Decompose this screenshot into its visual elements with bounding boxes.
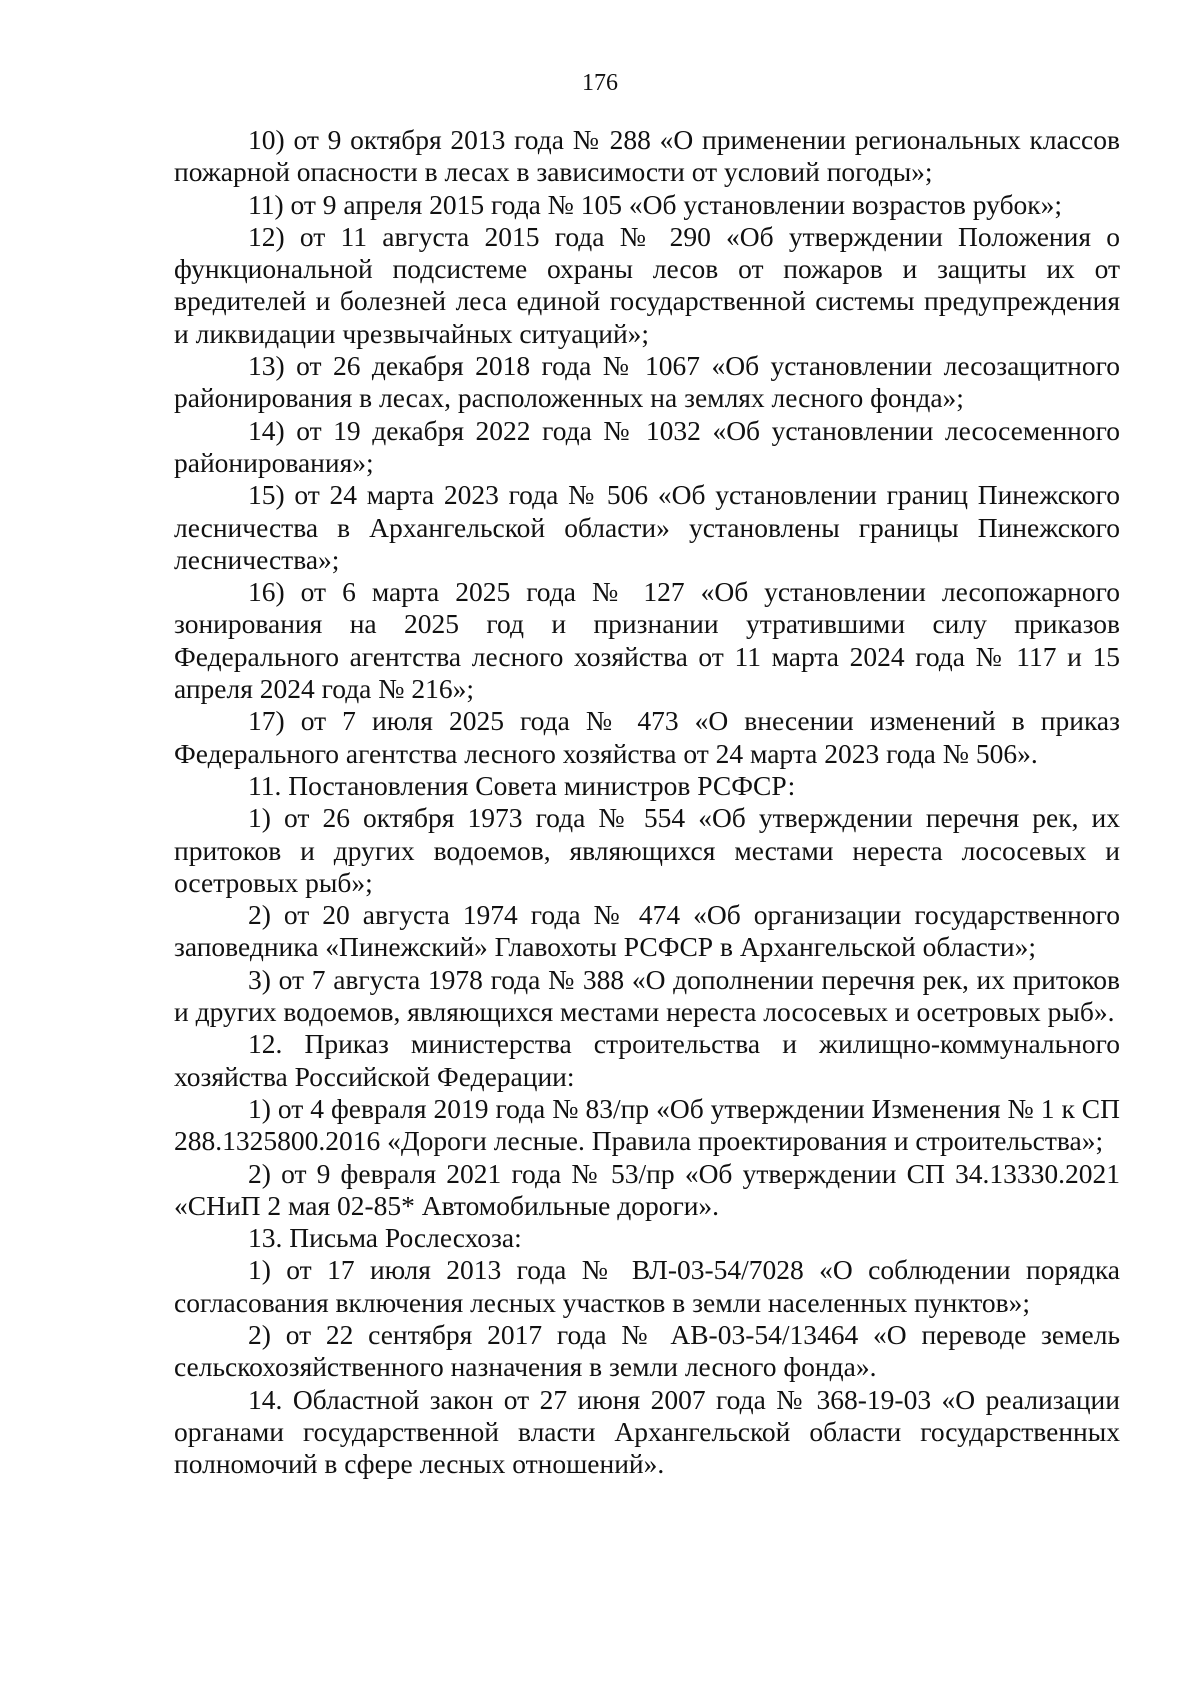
page-number: 176 [582, 70, 618, 96]
list-item: 1) от 17 июля 2013 года № ВЛ-03-54/7028 «О соблюдении порядка согласования включения лесных участков в земли населенных пунктов»; [174, 1254, 1120, 1318]
list-item: 13) от 26 декабря 2018 года № 1067 «Об установлении лесозащитного районирования в лесах, расположенных на землях лесного фонда»; [174, 350, 1120, 414]
section-heading: 12. Приказ министерства строительства и жилищно-коммунального хозяйства Российской Федерации: [174, 1028, 1120, 1092]
list-item: 2) от 9 февраля 2021 года № 53/пр «Об утверждении СП 34.13330.2021 «СНиП 2 мая 02-85* Автомобильные дороги». [174, 1157, 1120, 1221]
list-item: 2) от 22 сентября 2017 года № АВ-03-54/13464 «О переводе земель сельскохозяйственного назначения в земли лесного фонда». [174, 1318, 1120, 1383]
list-item: 12) от 11 августа 2015 года № 290 «Об утверждении Положения о функциональной подсистеме охраны лесов от пожаров и защиты их от вредителей и болезней леса единой государственной системы предупреждения и ликвидации чрезвычайных ситуаций»; [174, 220, 1120, 349]
list-item: 1) от 4 февраля 2019 года № 83/пр «Об утверждении Изменения № 1 к СП 288.1325800.2016 «Дороги лесные. Правила проектирования и строительства»; [174, 1092, 1120, 1157]
list-item: 15) от 24 марта 2023 года № 506 «Об установлении границ Пинежского лесничества в Архангельской области» установлены границы Пинежского лесничества»; [174, 479, 1120, 575]
list-item: 11) от 9 апреля 2015 года № 105 «Об установлении возрастов рубок»; [248, 188, 1063, 220]
list-item: 1) от 26 октября 1973 года № 554 «Об утверждении перечня рек, их притоков и других водоемов, являющихся местами нереста лососевых и осетровых рыб»; [174, 802, 1120, 898]
section-heading: 14. Областной закон от 27 июня 2007 года № 368-19-03 «О реализации органами государственной власти Архангельской области государственных полномочий в сфере лесных отношений». [174, 1383, 1120, 1480]
list-item: 17) от 7 июля 2025 года № 473 «О внесении изменений в приказ Федерального агентства лесного хозяйства от 24 марта 2023 года № 506». [174, 705, 1120, 769]
section-heading: 11. Постановления Совета министров РСФСР: [248, 769, 796, 801]
list-item: 10) от 9 октября 2013 года № 288 «О применении региональных классов пожарной опасности в лесах в зависимости от условий погоды»; [174, 124, 1120, 188]
list-item: 16) от 6 марта 2025 года № 127 «Об установлении лесопожарного зонирования на 2025 год и признании утратившими силу приказов Федерального агентства лесного хозяйства от 11 марта 2024 года № 117 и 15 апреля 2024 года № 216»; [174, 576, 1120, 705]
list-item: 3) от 7 августа 1978 года № 388 «О дополнении перечня рек, их притоков и других водоемов, являющихся местами нереста лососевых и осетровых рыб». [174, 963, 1120, 1028]
document-body [174, 124, 1120, 1480]
list-item: 14) от 19 декабря 2022 года № 1032 «Об установлении лесосеменного районирования»; [174, 414, 1120, 478]
section-heading: 13. Письма Рослесхоза: [248, 1222, 522, 1254]
list-item: 2) от 20 августа 1974 года № 474 «Об организации государственного заповедника «Пинежский» Главохоты РСФСР в Архангельской области»; [174, 899, 1120, 963]
